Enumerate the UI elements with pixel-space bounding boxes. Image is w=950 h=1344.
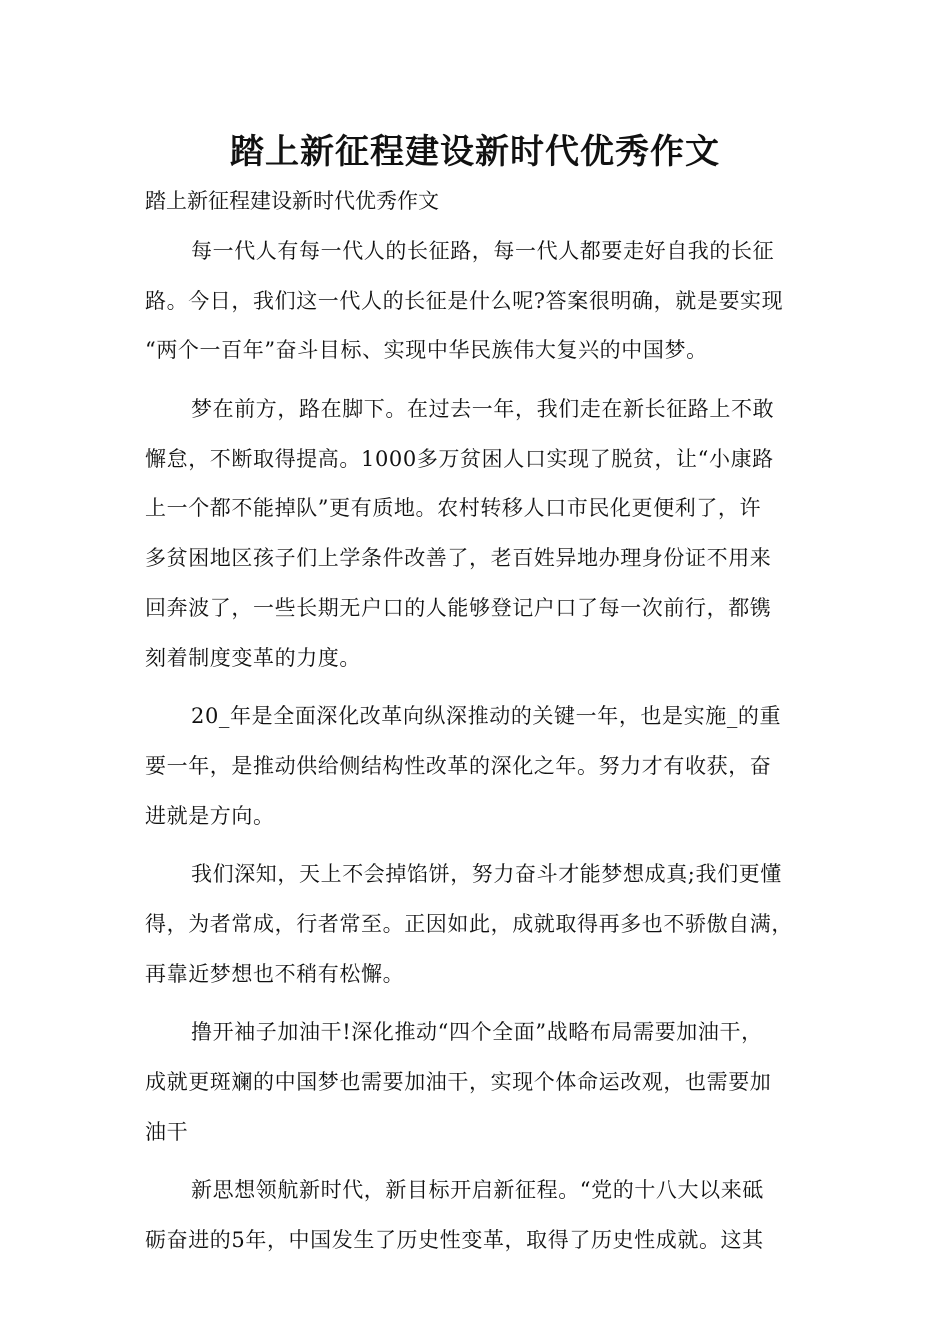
- text-line: 多贫困地区孩子们上学条件改善了，老百姓异地办理身份证不用来: [145, 546, 772, 571]
- text-line: 梦在前方，路在脚下。在过去一年，我们走在新长征路上不敢: [191, 397, 775, 422]
- text-line: “两个一百年”奋斗目标、实现中华民族伟大复兴的中国梦。: [145, 338, 708, 363]
- text-line: 每一代人有每一代人的长征路，每一代人都要走好自我的长征: [191, 239, 775, 263]
- paragraph: [145, 859, 810, 1008]
- paragraph: [145, 236, 810, 385]
- text-line: 刻着制度变革的力度。: [145, 645, 361, 670]
- paragraph: [145, 394, 810, 692]
- text-line: 新思想领航新时代，新目标开启新征程。“党的十八大以来砥: [191, 1178, 764, 1203]
- text-line: 我们深知，天上不会掉馅饼，努力奋斗才能梦想成真;我们更懂: [191, 862, 782, 887]
- text-line: 上一个都不能掉队”更有质地。农村转移人口市民化更便利了，许: [145, 496, 762, 521]
- text-line: 进就是方向。: [145, 803, 275, 828]
- text-line: 路。今日，我们这一代人的长征是什么呢?答案很明确，就是要实现: [145, 288, 784, 313]
- paragraph: [145, 701, 810, 850]
- text-line: 要一年，是推动供给侧结构性改革的深化之年。努力才有收获，奋: [145, 753, 772, 778]
- text-line: 撸开袖子加油干!深化推动“四个全面”战略布局需要加油干，: [191, 1020, 763, 1045]
- document-title: 踏上新征程建设新时代优秀作文: [230, 132, 720, 172]
- paragraph: [145, 1017, 810, 1166]
- text-line: 回奔波了，一些长期无户口的人能够登记户口了每一次前行，都镌: [145, 595, 772, 620]
- text-line: 砺奋进的5年，中国发生了历史性变革，取得了历史性成就。这其: [145, 1228, 764, 1253]
- text-line: 得，为者常成，行者常至。正因如此，成就取得再多也不骄傲自满，: [145, 911, 793, 936]
- text-line: 再靠近梦想也不稍有松懈。: [145, 961, 405, 986]
- text-line: 成就更斑斓的中国梦也需要加油干，实现个体命运改观，也需要加: [145, 1070, 772, 1094]
- text-line: 油干: [145, 1119, 189, 1144]
- text-line: 懈怠，不断取得提高。1000多万贫困人口实现了脱贫，让“小康路: [145, 446, 774, 471]
- paragraph: [145, 1175, 810, 1274]
- text-line: 20_年是全面深化改革向纵深推动的关键一年，也是实施_的重: [191, 704, 782, 729]
- document-subtitle: 踏上新征程建设新时代优秀作文: [145, 189, 439, 213]
- document-body: [145, 236, 810, 1284]
